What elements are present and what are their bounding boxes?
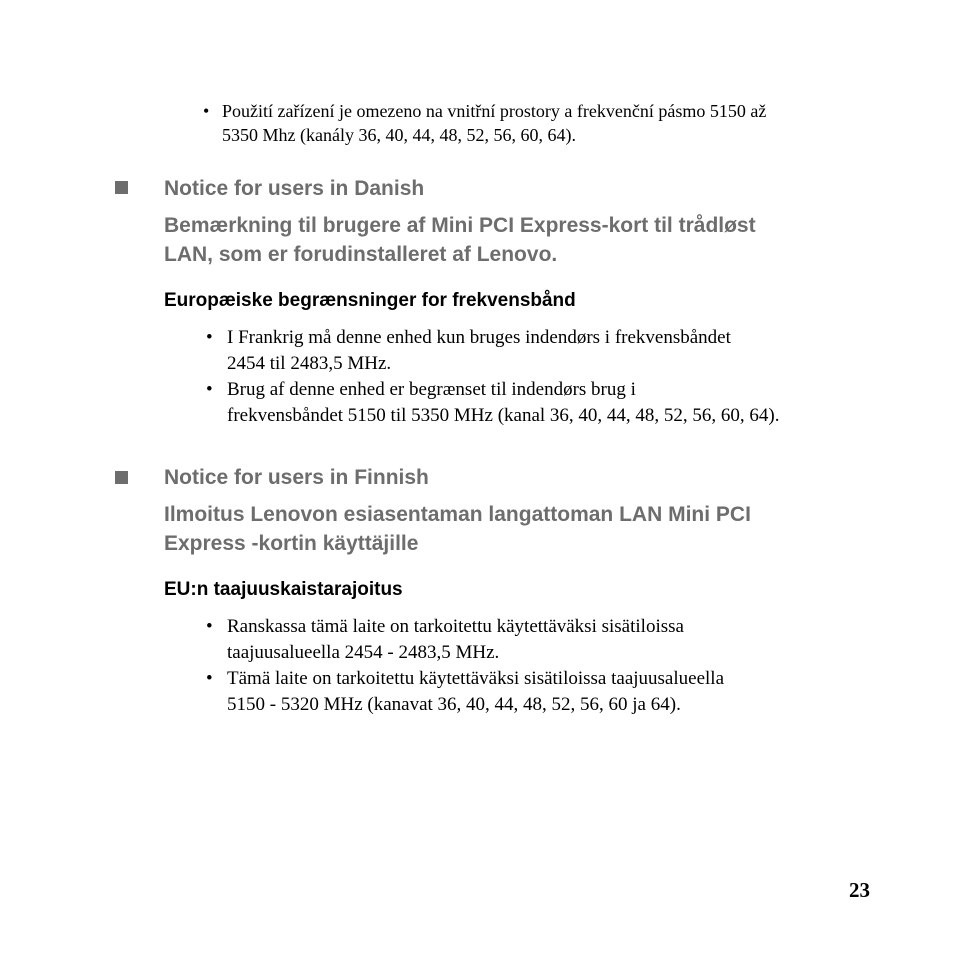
list-item [206,614,906,666]
list-item-line1: Tämä laite on tarkoitettu käytettäväksi sisätiloissa taajuusalueella [227,668,725,689]
danish-section-title: Notice for users in Danish [164,177,425,200]
intro-bullet-line1: Použití zařízení je omezeno na vnitřní prostory a frekvenční pásmo 5150 až [222,101,767,121]
list-item-line1: Ranskassa tämä laite on tarkoitettu käytettäväksi sisätiloissa [227,616,684,637]
danish-section-marker-icon [115,181,128,199]
bullet-marker: • [206,379,213,400]
finnish-bullet-list [206,614,906,718]
list-item-line1: I Frankrig må denne enhed kun bruges indendørs i frekvensbåndet [227,327,731,348]
danish-subtitle-line1: Bemærkning til brugere af Mini PCI Express-kort til trådløst [164,214,756,237]
bullet-marker: • [206,668,213,689]
bullet-marker: • [206,327,213,348]
bullet-marker: • [206,616,213,637]
danish-bullet-list [206,325,906,429]
intro-bullet-line2: 5350 Mhz (kanály 36, 40, 44, 48, 52, 56, 60, 64). [222,125,576,145]
danish-eu-heading: Europæiske begrænsninger for frekvensbånd [164,290,576,311]
list-item-line2: 5150 - 5320 MHz (kanavat 36, 40, 44, 48, 52, 56, 60 ja 64). [227,694,681,715]
danish-subtitle [164,211,924,269]
list-item-line2: frekvensbåndet 5150 til 5350 MHz (kanal 36, 40, 44, 48, 52, 56, 60, 64). [227,405,780,426]
page-number: 23 [849,878,870,902]
list-item-line2: 2454 til 2483,5 MHz. [227,353,392,374]
intro-bullet [203,99,903,147]
finnish-section-marker-icon [115,471,128,489]
bullet-marker: • [203,101,210,121]
list-item [206,666,906,718]
finnish-subtitle-line1: Ilmoitus Lenovon esiasentaman langattoman LAN Mini PCI [164,503,751,526]
finnish-eu-heading: EU:n taajuuskaistarajoitus [164,579,403,600]
list-item-line2: taajuusalueella 2454 - 2483,5 MHz. [227,642,500,663]
list-item [206,377,906,429]
list-item-line1: Brug af denne enhed er begrænset til indendørs brug i [227,379,636,400]
list-item [206,325,906,377]
danish-subtitle-line2: LAN, som er forudinstalleret af Lenovo. [164,243,558,266]
finnish-section-title: Notice for users in Finnish [164,466,429,489]
finnish-subtitle [164,500,924,558]
finnish-subtitle-line2: Express -kortin käyttäjille [164,532,419,555]
